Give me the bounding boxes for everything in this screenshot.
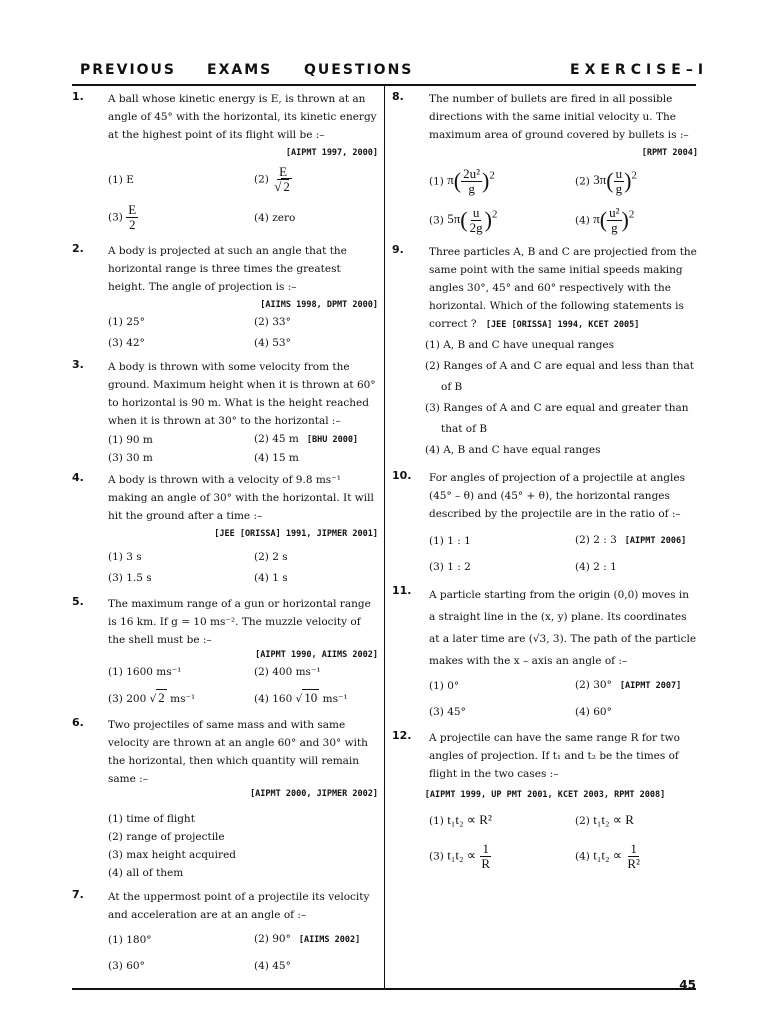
question-text: A particle starting from the origin (0,0) moves in a straight line in the (x, y) plane. Its coordinates at a later time are (√3, 3). The path of the particle makes with the x – axis an angle of :– — [429, 589, 697, 667]
question-number: 5. — [72, 595, 84, 608]
page-number: 45 — [679, 978, 696, 992]
option-1: (1) 25° — [108, 316, 145, 328]
option-2: (2) 90° [AIIMS 2002] — [254, 933, 361, 945]
question-12 — [392, 729, 698, 871]
left-column — [72, 88, 378, 975]
option-1: (1) 90 m — [108, 433, 153, 446]
question-text: Three particles A, B and C are projectied from the same point with the same initial speeds making angles 30°, 45° and 60° respectively with the horizontal. Which of the following statements is correct ? [JEE [ORISSA] 1994, KCET 2005] — [429, 246, 697, 330]
question-number: 6. — [72, 716, 84, 729]
option-3: (3) 60° — [108, 960, 145, 972]
question-text: Two projectiles of same mass and with same velocity are thrown at an angle 60° and 30° with the horizontal, then which quantity will remain same :– — [108, 719, 368, 785]
options — [429, 676, 698, 721]
option-1: (1) time of flight — [108, 813, 195, 825]
option-4: (4) 53° — [254, 337, 291, 349]
source-tag: [AIPMT 2006] — [624, 536, 687, 546]
option-3: (3) Ranges of A and C are equal and greater than that of B — [425, 402, 689, 435]
option-4: (4) t₁t₂ ∝ $\frac{1}{\text{R²}}$ — [575, 841, 640, 871]
question-number: 1. — [72, 90, 84, 103]
question-number: 10. — [392, 469, 412, 482]
option-2: (2) 3π( $\frac{u}{g}$ )$^2$ — [575, 166, 637, 196]
option-3: (3) 1.5 s — [108, 572, 152, 584]
source-tag: [JEE [ORISSA] 1994, KCET 2005] — [485, 320, 640, 330]
option-1: (1) A, B and C have unequal ranges — [425, 339, 615, 351]
option-1: (1) 1 : 1 — [429, 534, 471, 547]
source-tag: [JEE [ORISSA] 1991, JIPMER 2001] — [214, 529, 378, 539]
question-text: A projectile can have the same range R for two angles of projection. If t₁ and t₂ be the times of flight in the two cases :– — [429, 732, 680, 780]
question-number: 11. — [392, 584, 412, 597]
option-3: (3) 30 m — [108, 452, 153, 464]
question-5 — [72, 595, 378, 708]
question-text: A body is thrown with some velocity from the ground. Maximum height when it is thrown at 60° to horizontal is 90 m. What is the height reached when it is thrown at 30° to the horizontal :– — [108, 361, 376, 427]
question-number: 4. — [72, 471, 84, 484]
option-4: (4) zero — [254, 211, 296, 224]
option-4: (4) 60° — [575, 706, 612, 718]
option-4: (4) 160 √ 10 ms⁻¹ — [254, 690, 348, 705]
question-text: For angles of projection of a projectile at angles (45° – θ) and (45° + θ), the horizontal ranges described by the projectile are in the ratio of :– — [429, 472, 685, 520]
option-1: (1) π( $\frac{\text{2u²}}{g}$ )$^2$ — [429, 166, 495, 196]
header-previous: PREVIOUS — [80, 62, 177, 78]
question-number: 3. — [72, 358, 84, 371]
option-4: (4) 15 m — [254, 452, 299, 464]
question-10 — [392, 469, 698, 576]
option-4: (4) 45° — [254, 960, 291, 972]
option-4: (4) 1 s — [254, 572, 288, 584]
question-text: At the uppermost point of a projectile its velocity and acceleration are at an angle of :– — [108, 891, 370, 921]
source-tag: [AIPMT 1990, AIIMS 2002] — [255, 650, 378, 660]
source-tag: [RPMT 2004] — [641, 148, 698, 158]
question-number: 8. — [392, 90, 404, 103]
option-2: (2) $\frac{E}{√ 2}$ — [254, 165, 378, 194]
question-4 — [72, 471, 378, 587]
question-2 — [72, 242, 378, 352]
source-tag: [AIPMT 1997, 2000] — [285, 148, 378, 158]
question-text: A body is thrown with a velocity of 9.8 ms⁻¹ making an angle of 30° with the horizontal. It will hit the ground after a time :– — [108, 474, 374, 522]
option-1: (1) 180° — [108, 933, 152, 946]
right-column — [392, 88, 698, 871]
option-2: (2) range of projectile — [108, 831, 225, 843]
question-text: The maximum range of a gun or horizontal range is 16 km. If g = 10 ms⁻². The muzzle velocity of the shell must be :– — [108, 598, 371, 646]
header-exams: EXAMS — [207, 62, 273, 78]
option-3: (3) 42° — [108, 337, 145, 349]
option-4: (4) 2 : 1 — [575, 561, 617, 573]
page-header — [80, 60, 709, 82]
fraction: $\frac{E}{√ 2}$ — [274, 164, 290, 194]
option-2: (2) 2 : 3 [AIPMT 2006] — [575, 534, 687, 546]
question-7 — [72, 888, 378, 975]
option-2: (2) 400 ms⁻¹ — [254, 666, 321, 678]
options — [429, 531, 698, 576]
source-tag: [AIIMS 1998, DPMT 2000] — [260, 300, 378, 310]
question-1 — [72, 90, 378, 232]
option-4: (4) π( $\frac{\text{u²}}{g}$ )$^2$ — [575, 205, 635, 235]
question-text: A body is projected at such an angle that the horizontal range is three times the greatest height. The angle of projection is :– — [108, 245, 347, 293]
options — [108, 548, 378, 587]
question-9 — [392, 243, 698, 461]
source-tag: [AIPMT 2007] — [619, 681, 682, 691]
header-questions: QUESTIONS — [304, 62, 414, 78]
option-1: (1) 3 s — [108, 551, 142, 563]
source-tag: [AIPMT 1999, UP PMT 2001, KCET 2003, RPMT 2008] — [424, 790, 666, 800]
options — [425, 335, 698, 461]
question-number: 9. — [392, 243, 404, 256]
option-3: (3) 200 √ 2 ms⁻¹ — [108, 690, 196, 705]
option-2: (2) 45 m [BHU 2000] — [254, 433, 359, 445]
options — [429, 811, 698, 871]
options — [108, 663, 378, 708]
question-6 — [72, 716, 378, 882]
question-number: 7. — [72, 888, 84, 901]
source-tag: [AIPMT 2000, JIPMER 2002] — [250, 789, 378, 799]
question-8 — [392, 90, 698, 235]
column-divider — [384, 86, 385, 988]
bottom-rule — [72, 988, 696, 990]
options — [429, 167, 698, 235]
option-3: (3) 45° — [429, 706, 466, 718]
option-3: (3) 1 : 2 — [429, 561, 471, 573]
option-1: (1) 0° — [429, 679, 460, 692]
option-3: (3) 5π( $\frac{u}{2g}$ )$^2$ — [429, 205, 498, 235]
option-3: (3) t₁t₂ ∝ $\frac{1}{R}$ — [429, 841, 491, 871]
option-2: (2) 33° — [254, 316, 291, 328]
source-tag: [BHU 2000] — [306, 435, 359, 445]
option-4: (4) all of them — [108, 867, 184, 879]
option-2: (2) 2 s — [254, 551, 288, 563]
options — [108, 930, 378, 975]
question-number: 12. — [392, 729, 412, 742]
question-number: 2. — [72, 242, 84, 255]
question-11 — [392, 584, 698, 721]
question-text: A ball whose kinetic energy is E, is thrown at an angle of 45° with the horizontal, its kinetic energy at the highest point of its flight will be :– — [108, 93, 377, 141]
source-tag: [AIIMS 2002] — [298, 935, 361, 945]
options — [108, 165, 378, 232]
option-3: (3) $\frac{E}{2}$ — [108, 202, 137, 232]
options — [108, 430, 378, 467]
options — [108, 313, 378, 352]
header-exercise: EXERCISE–I — [570, 62, 709, 78]
fraction: $\frac{E}{2}$ — [128, 202, 137, 232]
question-3 — [72, 358, 378, 467]
option-2: (2) t₁t₂ ∝ R — [575, 812, 634, 827]
option-2: (2) 30° [AIPMT 2007] — [575, 679, 682, 691]
option-2: (2) Ranges of A and C are equal and less than that of B — [425, 360, 695, 393]
option-1: (1) t₁t₂ ∝ R² — [429, 812, 492, 827]
option-3: (3) max height acquired — [108, 849, 236, 861]
option-4: (4) A, B and C have equal ranges — [425, 444, 601, 456]
options — [108, 810, 378, 882]
question-text: The number of bullets are fired in all possible directions with the same initial velocity u. The maximum area of ground covered by bullets is :– — [429, 93, 689, 141]
option-1: (1) 1600 ms⁻¹ — [108, 666, 182, 678]
option-1: (1) E — [108, 173, 134, 186]
